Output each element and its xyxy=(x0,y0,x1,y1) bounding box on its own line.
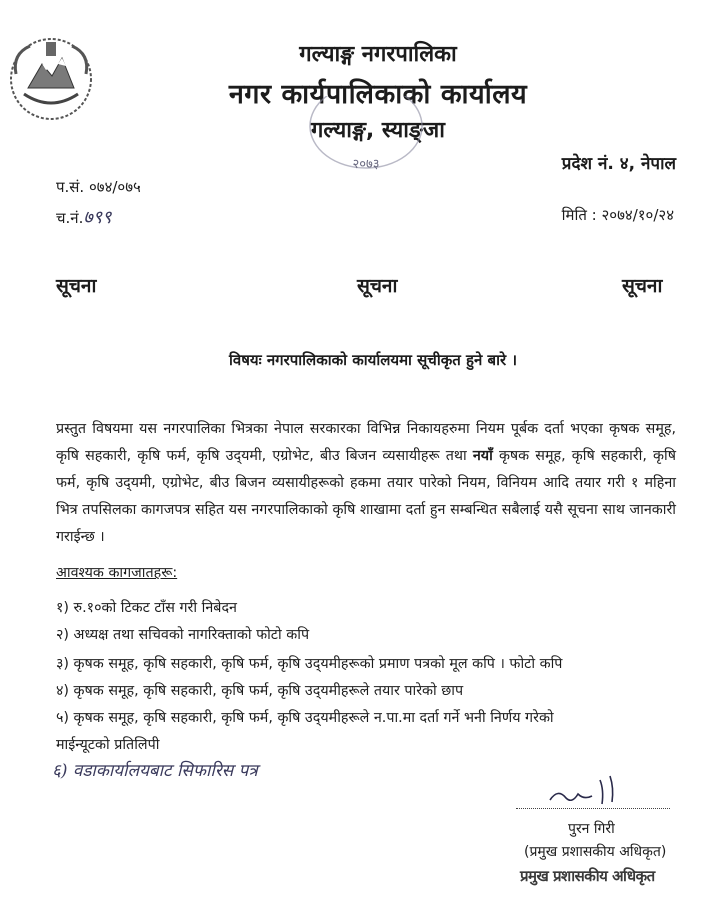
document-item-continued: माईन्यूटको प्रतिलिपी xyxy=(56,737,160,753)
ref-cn xyxy=(56,205,111,229)
ref-cn-label: च.नं. xyxy=(56,209,84,227)
notice-heading-left: सूचना xyxy=(56,275,97,297)
office-address: गल्याङ्ग, स्याङ्जा xyxy=(311,118,445,143)
ref-cn-value: ७९९ xyxy=(83,207,112,228)
documents-heading: आवश्यक कागजातहरू: xyxy=(56,565,178,581)
document-item: १) रु.१०को टिकट टाँस गरी निबेदन xyxy=(56,600,237,616)
handwritten-document-item: ६) वडाकार्यालयबाट सिफारिस पत्र xyxy=(52,761,258,781)
body-bold-word: नयाँ xyxy=(472,448,493,464)
office-seal-stamp xyxy=(306,96,426,172)
signature-line xyxy=(516,808,670,809)
subject-line: विषयः नगरपालिकाको कार्यालयमा सूचीकृत हुने बारे । xyxy=(228,351,518,369)
notice-heading-center: सूचना xyxy=(357,275,398,297)
document-item: ३) कृषक समूह, कृषि सहकारी, कृषि फर्म, कृषि उद्‌यमीहरूको प्रमाण पत्रको मूल कपि । फोटो कपि xyxy=(56,656,563,672)
notice-body xyxy=(56,416,676,551)
ref-date: मिति : २०७४/१०/२४ xyxy=(561,206,674,224)
province-label: प्रदेश नं. ४, नेपाल xyxy=(561,154,676,174)
document-item: ४) कृषक समूह, कृषि सहकारी, कृषि फर्म, कृषि उद्‌यमीहरूले तयार पारेको छाप xyxy=(56,683,464,699)
body-part-1: प्रस्तुत विषयमा यस नगरपालिका भित्रका नेपाल सरकारका विभिन्न निकायहरुमा नियम पूर्बक दर्ता भएका कृषक समूह, कृषि सहकारी, कृषि फर्म, कृषि उद्‌यमी, एग्रोभेट, बीउ बिजन व्यसायीहरू तथा xyxy=(56,421,676,464)
document-item: २) अध्यक्ष तथा सचिवको नागरिक्ताको फोटो कपि xyxy=(56,627,310,643)
document-item: ५) कृषक समूह, कृषि सहकारी, कृषि फर्म, कृषि उद्‌यमीहरूले न.पा.मा दर्ता गर्ने भनी निर्णय गरेको xyxy=(56,710,554,726)
body-part-2: कृषक समूह, कृषि सहकारी, कृषि फर्म, कृषि उद्‌यमी, एग्रोभेट, बीउ बिजन व्यसायीहरूको हकमा तयार पारेको नियम, विनियम आदि तयार गरी १ महिना भित्र तपसिलका कागजपत्र सहित यस नगरपालिकाको कृषि शाखामा दर्ता हुन सम्बन्धित सबैलाई यसै सूचना साथ जानकारी गराईन्छ । xyxy=(56,448,676,545)
ref-ps: प.सं. ०७४/०७५ xyxy=(56,178,141,196)
signatory-stamp: प्रमुख प्रशासकीय अधिकृत xyxy=(520,867,655,885)
signatory-name: पुरन गिरी xyxy=(568,821,615,837)
notice-heading-right: सूचना xyxy=(622,275,663,297)
stamp-year: २०७३ xyxy=(352,157,380,172)
municipality-name: गल्याङ्ग नगरपालिका xyxy=(299,42,457,67)
office-name: नगर कार्यपालिकाको कार्यालय xyxy=(228,79,528,110)
handwritten-signature xyxy=(540,770,640,810)
signatory-title: (प्रमुख प्रशासकीय अधिकृत) xyxy=(524,844,667,860)
